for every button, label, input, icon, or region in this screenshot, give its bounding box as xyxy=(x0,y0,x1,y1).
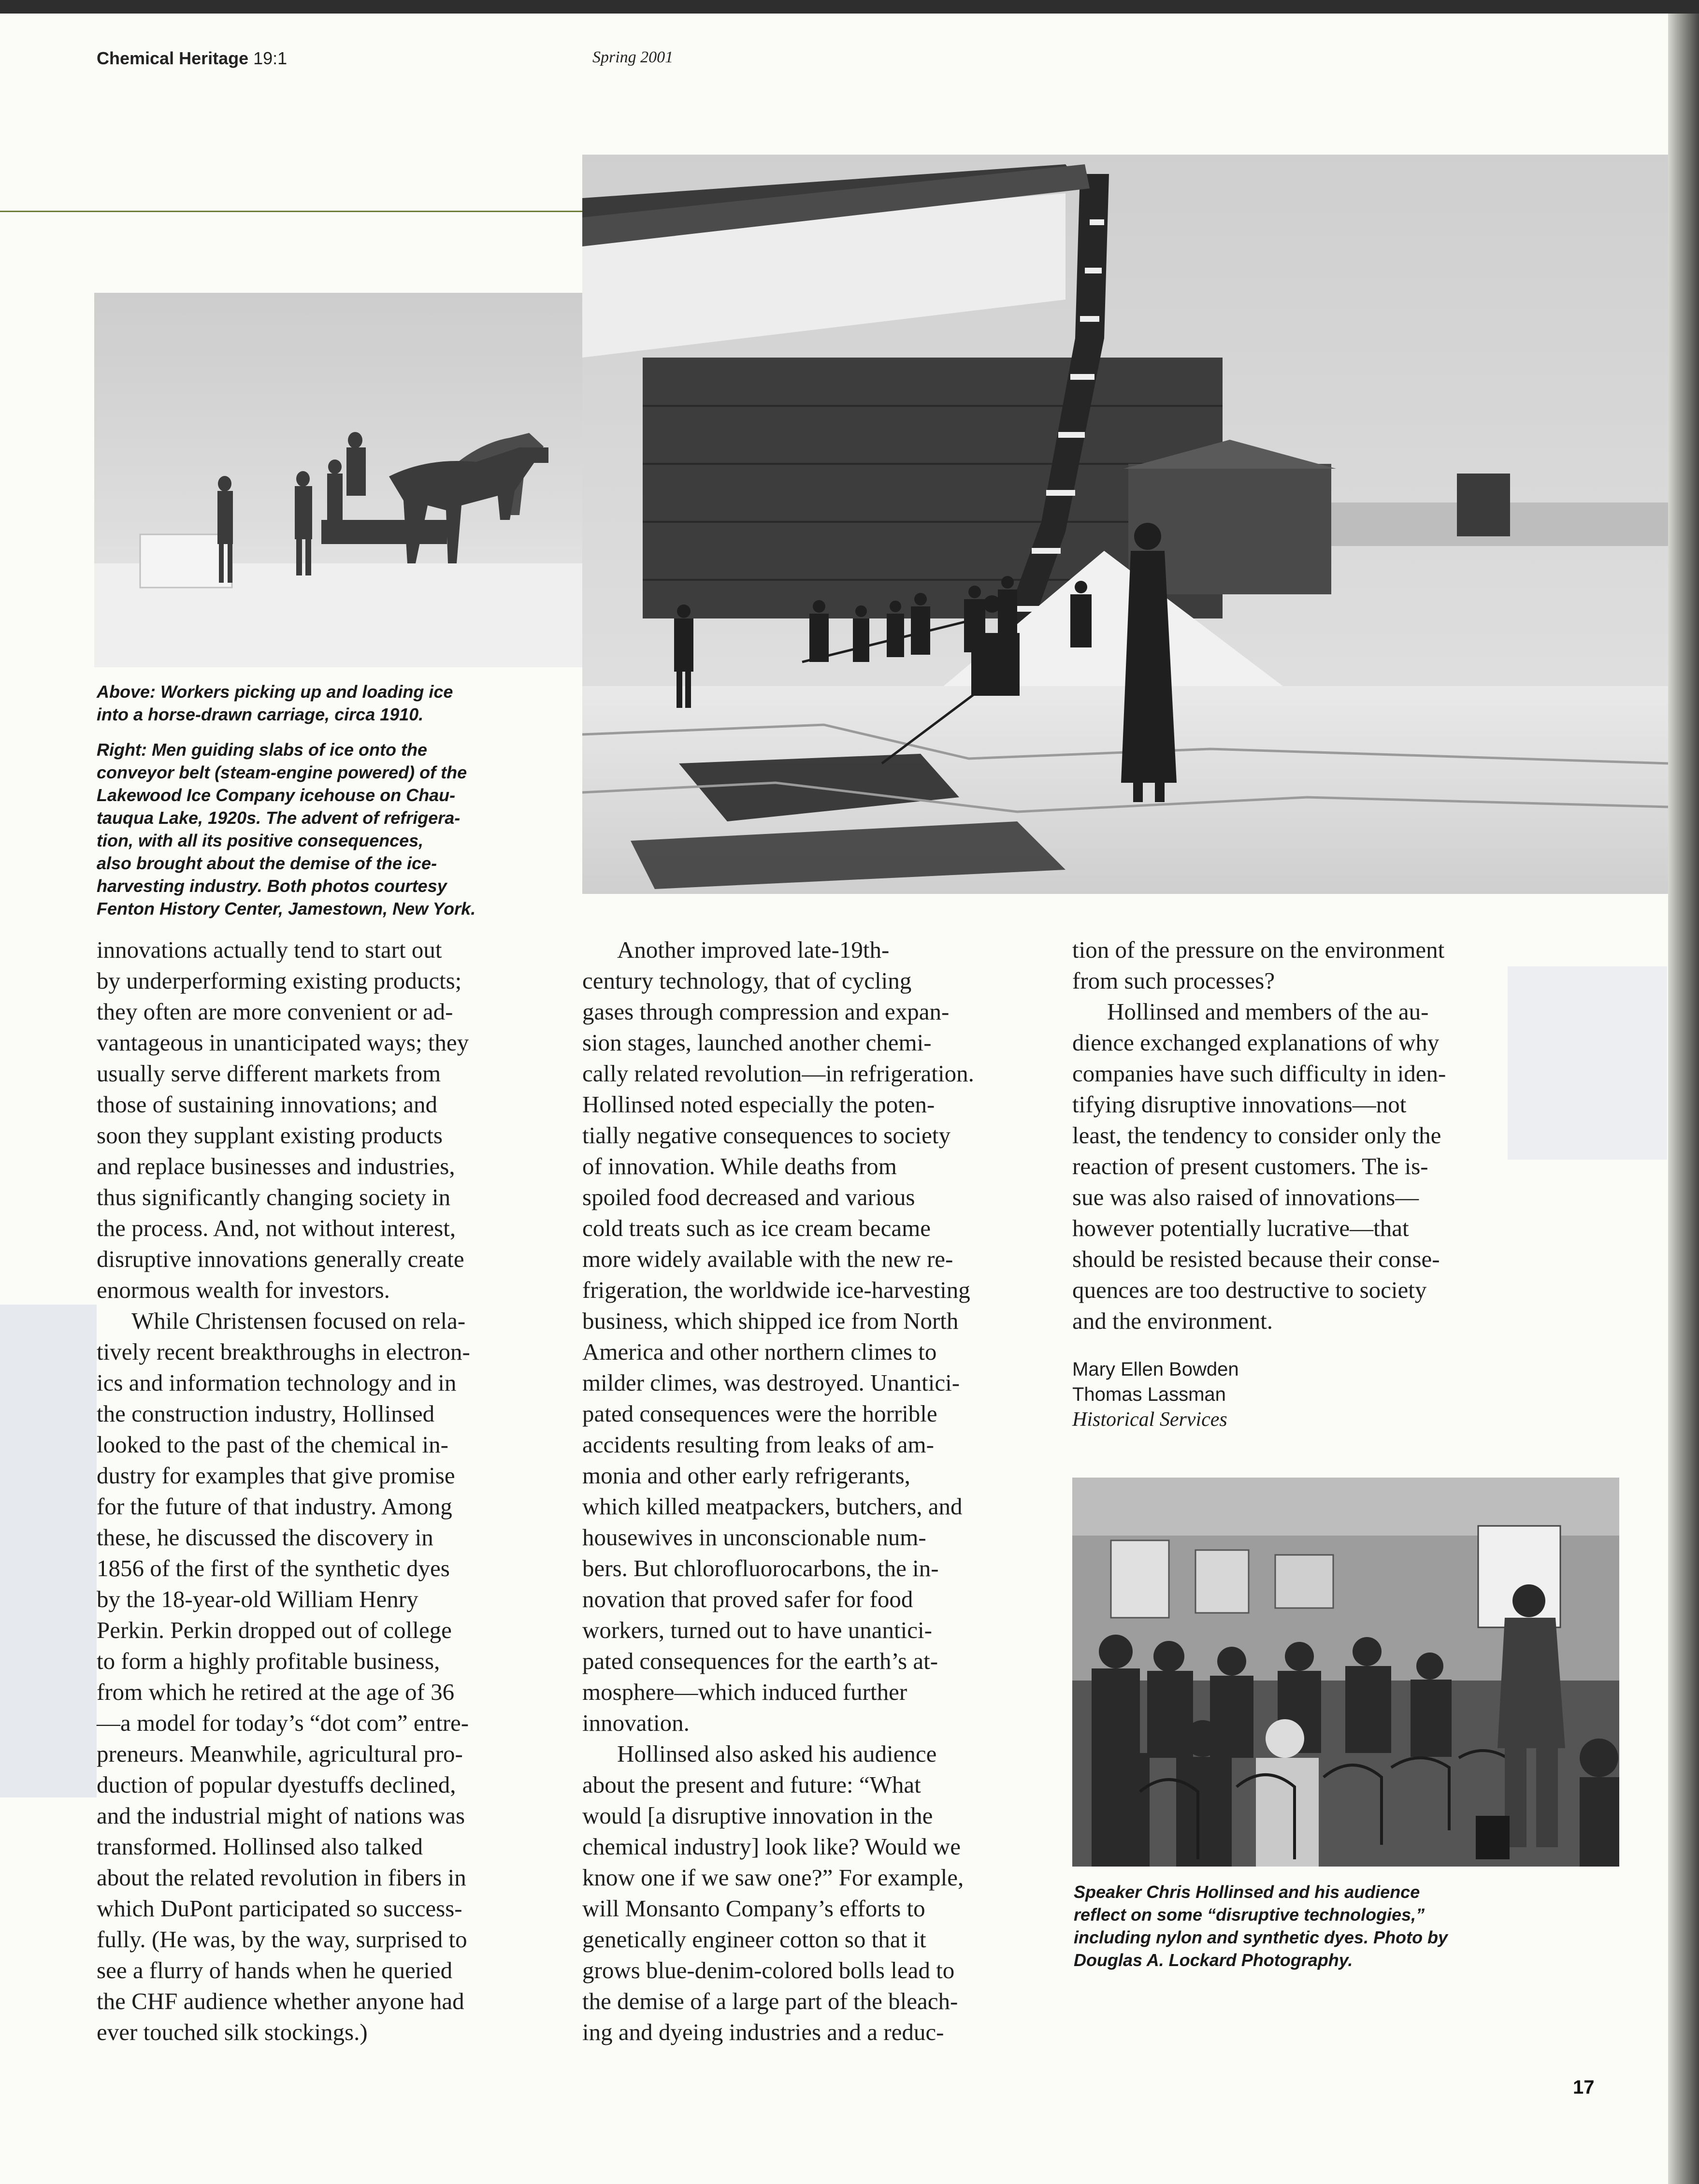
text-line: dustry for examples that give promise xyxy=(97,1462,455,1489)
photo-ice-loading-image xyxy=(94,293,638,667)
text-line: thus significantly changing society in xyxy=(97,1184,451,1210)
issue-number: 19:1 xyxy=(253,48,288,68)
text-line: innovation. xyxy=(582,1710,690,1736)
text-line: preneurs. Meanwhile, agricultural pro- xyxy=(97,1740,463,1767)
text-line: by underperforming existing products; xyxy=(97,967,462,994)
photo-lecture xyxy=(1072,1478,1619,1867)
text-line: should be resisted because their conse- xyxy=(1072,1246,1440,1272)
photo-lecture-image xyxy=(1072,1478,1619,1867)
text-line: frigeration, the worldwide ice-harvesting xyxy=(582,1277,970,1303)
text-line: Hollinsed also asked his audience xyxy=(617,1740,937,1767)
text-line: tially negative consequences to society xyxy=(582,1122,950,1149)
text-line: America and other northern climes to xyxy=(582,1338,937,1365)
text-line: by the 18-year-old William Henry xyxy=(97,1586,418,1612)
text-line: about the related revolution in fibers in xyxy=(97,1864,466,1891)
byline xyxy=(1072,1357,1239,1432)
text-line: quences are too destructive to society xyxy=(1072,1277,1427,1303)
text-line: pated consequences were the horrible xyxy=(582,1400,937,1427)
text-line: transformed. Hollinsed also talked xyxy=(97,1833,423,1860)
text-line: century technology, that of cycling xyxy=(582,967,912,994)
text-line: from such processes? xyxy=(1072,967,1275,994)
text-line: of innovation. While deaths from xyxy=(582,1153,897,1179)
text-line: vantageous in unanticipated ways; they xyxy=(97,1029,469,1056)
photo-ice-loading xyxy=(94,293,638,667)
text-line: ever touched silk stockings.) xyxy=(97,2019,368,2045)
text-line: Hollinsed noted especially the poten- xyxy=(582,1091,935,1118)
text-line: While Christensen focused on rela- xyxy=(131,1308,466,1334)
caption-line: Speaker Chris Hollinsed and his audience xyxy=(1074,1882,1420,1902)
text-line: bers. But chlorofluorocarbons, the in- xyxy=(582,1555,939,1581)
text-line: reaction of present customers. The is- xyxy=(1072,1153,1428,1179)
text-line: and replace businesses and industries, xyxy=(97,1153,455,1179)
header-rule xyxy=(0,211,582,212)
text-line: Another improved late-19th- xyxy=(617,936,890,963)
show-through-band xyxy=(1508,966,1667,1160)
caption-line: including nylon and synthetic dyes. Photo by xyxy=(1074,1927,1448,1947)
article-column-1 xyxy=(97,934,470,2048)
photo-caption-right xyxy=(97,738,570,920)
text-line: —a model for today’s “dot com” entre- xyxy=(97,1710,469,1736)
text-line: tively recent breakthroughs in electron- xyxy=(97,1338,470,1365)
text-line: monia and other early refrigerants, xyxy=(582,1462,910,1489)
text-line: about the present and future: “What xyxy=(582,1771,921,1798)
page-number: 17 xyxy=(1573,2077,1595,2098)
text-line: which killed meatpackers, butchers, and xyxy=(582,1493,963,1520)
text-line: duction of popular dyestuffs declined, xyxy=(97,1771,456,1798)
text-line: pated consequences for the earth’s at- xyxy=(582,1648,938,1674)
text-line: business, which shipped ice from North xyxy=(582,1308,959,1334)
text-line: usually serve different markets from xyxy=(97,1060,441,1087)
issue-date: Spring 2001 xyxy=(592,48,674,66)
text-line: workers, turned out to have unantici- xyxy=(582,1617,932,1643)
text-line: cally related revolution—in refrigeration. xyxy=(582,1060,974,1087)
text-line: those of sustaining innovations; and xyxy=(97,1091,437,1118)
text-line: housewives in unconscionable num- xyxy=(582,1524,926,1551)
caption-line: also brought about the demise of the ice- xyxy=(97,853,437,873)
photo-caption-speaker xyxy=(1074,1881,1617,1971)
text-line: looked to the past of the chemical in- xyxy=(97,1431,448,1458)
text-line: chemical industry] look like? Would we xyxy=(582,1833,961,1860)
text-line: sue was also raised of innovations— xyxy=(1072,1184,1419,1210)
text-line: Hollinsed and members of the au- xyxy=(1107,998,1429,1025)
text-line: and the environment. xyxy=(1072,1308,1273,1334)
text-line: ing and dyeing industries and a reduc- xyxy=(582,2019,944,2045)
text-line: they often are more convenient or ad- xyxy=(97,998,453,1025)
text-line: sion stages, launched another chemi- xyxy=(582,1029,932,1056)
show-through-band xyxy=(0,1305,97,1797)
article-column-2 xyxy=(582,934,974,2048)
text-line: would [a disruptive innovation in the xyxy=(582,1802,933,1829)
text-line: enormous wealth for investors. xyxy=(97,1277,390,1303)
text-line: to form a highly profitable business, xyxy=(97,1648,440,1674)
photo-icehouse xyxy=(582,155,1668,894)
text-line: genetically engineer cotton so that it xyxy=(582,1926,926,1953)
text-line: the demise of a large part of the bleach- xyxy=(582,1988,958,2014)
text-line: 1856 of the first of the synthetic dyes xyxy=(97,1555,450,1581)
text-line: know one if we saw one?” For example, xyxy=(582,1864,964,1891)
paragraph xyxy=(1072,996,1446,1336)
text-line: see a flurry of hands when he queried xyxy=(97,1957,453,1983)
caption-line: conveyor belt (steam-engine powered) of the xyxy=(97,762,467,782)
text-line: these, he discussed the discovery in xyxy=(97,1524,433,1551)
text-line: mosphere—which induced further xyxy=(582,1679,907,1705)
text-line: the construction industry, Hollinsed xyxy=(97,1400,435,1427)
text-line: more widely available with the new re- xyxy=(582,1246,953,1272)
article-column-3 xyxy=(1072,934,1446,1336)
text-line: grows blue-denim-colored bolls lead to xyxy=(582,1957,955,1983)
text-line: ics and information technology and in xyxy=(97,1369,457,1396)
running-head xyxy=(97,48,287,69)
caption-line: tion, with all its positive consequences, xyxy=(97,831,424,850)
caption-line: Douglas A. Lockard Photography. xyxy=(1074,1950,1353,1970)
paragraph xyxy=(1072,934,1446,996)
paragraph xyxy=(97,934,470,1306)
text-line: tifying disruptive innovations—not xyxy=(1072,1091,1407,1118)
caption-line: Right: Men guiding slabs of ice onto the xyxy=(97,740,427,760)
paragraph xyxy=(97,1306,470,2048)
author-department: Historical Services xyxy=(1072,1408,1227,1431)
text-line: for the future of that industry. Among xyxy=(97,1493,452,1520)
caption-line: Lakewood Ice Company icehouse on Chau- xyxy=(97,785,456,805)
text-line: soon they supplant existing products xyxy=(97,1122,443,1149)
text-line: and the industrial might of nations was xyxy=(97,1802,465,1829)
text-line: cold treats such as ice cream became xyxy=(582,1215,931,1241)
paragraph xyxy=(582,1739,974,2048)
caption-line: reflect on some “disruptive technologies,” xyxy=(1074,1905,1425,1925)
caption-line: Above: Workers picking up and loading ice xyxy=(97,682,453,702)
text-line: Perkin. Perkin dropped out of college xyxy=(97,1617,452,1643)
page-edge xyxy=(1668,14,1699,2184)
paragraph xyxy=(582,934,974,1739)
text-line: from which he retired at the age of 36 xyxy=(97,1679,455,1705)
text-line: dience exchanged explanations of why xyxy=(1072,1029,1440,1056)
text-line: will Monsanto Company’s efforts to xyxy=(582,1895,925,1922)
author-name: Mary Ellen Bowden xyxy=(1072,1359,1239,1380)
text-line: companies have such difficulty in iden- xyxy=(1072,1060,1446,1087)
text-line: which DuPont participated so success- xyxy=(97,1895,462,1922)
text-line: innovations actually tend to start out xyxy=(97,936,442,963)
caption-line: into a horse-drawn carriage, circa 1910. xyxy=(97,704,424,724)
text-line: the CHF audience whether anyone had xyxy=(97,1988,464,2014)
text-line: however potentially lucrative—that xyxy=(1072,1215,1409,1241)
caption-line: tauqua Lake, 1920s. The advent of refrigera- xyxy=(97,808,461,828)
text-line: spoiled food decreased and various xyxy=(582,1184,915,1210)
text-line: tion of the pressure on the environment xyxy=(1072,936,1445,963)
caption-line: harvesting industry. Both photos courtesy xyxy=(97,876,447,896)
text-line: novation that proved safer for food xyxy=(582,1586,913,1612)
text-line: milder climes, was destroyed. Unantici- xyxy=(582,1369,960,1396)
caption-line: Fenton History Center, Jamestown, New York. xyxy=(97,899,476,919)
journal-name: Chemical Heritage xyxy=(97,48,249,68)
photo-icehouse-image xyxy=(582,155,1668,894)
text-line: least, the tendency to consider only the xyxy=(1072,1122,1441,1149)
author-name: Thomas Lassman xyxy=(1072,1384,1226,1405)
photo-caption-above xyxy=(97,680,561,726)
text-line: gases through compression and expan- xyxy=(582,998,950,1025)
text-line: disruptive innovations generally create xyxy=(97,1246,464,1272)
text-line: accidents resulting from leaks of am- xyxy=(582,1431,934,1458)
text-line: fully. (He was, by the way, surprised to xyxy=(97,1926,467,1953)
text-line: the process. And, not without interest, xyxy=(97,1215,456,1241)
